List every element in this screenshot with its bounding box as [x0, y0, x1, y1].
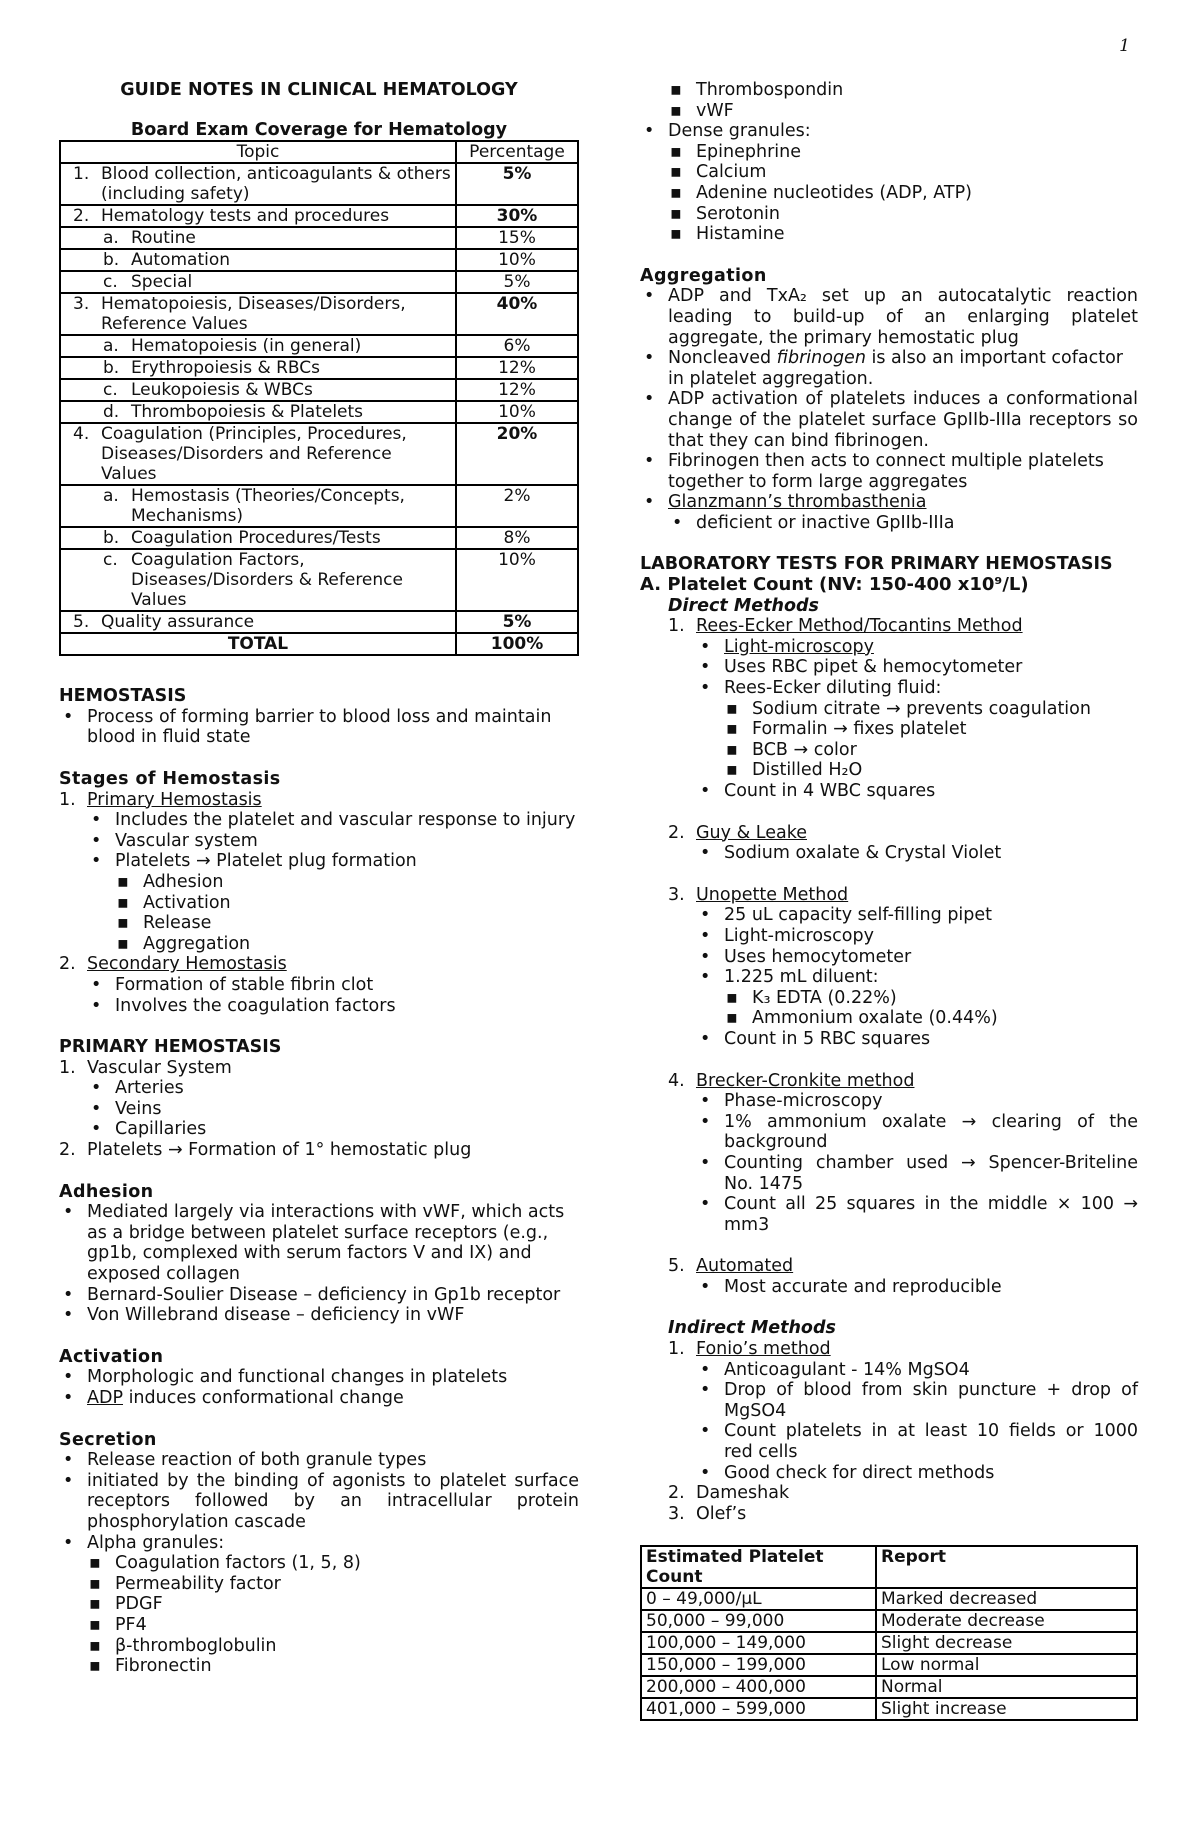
list-item: ▪ K₃ EDTA (0.22%): [724, 988, 1138, 1009]
table-row: [641, 1676, 1137, 1698]
list-item: ▪ PDGF: [87, 1594, 579, 1615]
coverage-topic-cell: 5. Quality assurance: [60, 611, 456, 633]
coverage-pct-cell: 10%: [456, 249, 578, 271]
table-row: [60, 293, 578, 335]
platelet-count-table: [640, 1545, 1138, 1721]
table-row: [60, 549, 578, 611]
table-row: [60, 379, 578, 401]
coverage-header-topic: Topic: [60, 141, 456, 163]
hemostasis-heading: HEMOSTASIS: [59, 686, 187, 707]
list-item: • ADP and TxA₂ set up an autocatalytic reaction leading to build-up of an enlarging platelet aggregate, the primary hemostatic plug: [640, 286, 1138, 348]
list-item: ▪ Adhesion: [115, 872, 579, 893]
table-row: [641, 1610, 1137, 1632]
list-item: • Glanzmann’s thrombasthenia: [640, 492, 1138, 513]
list-item: • 1% ammonium oxalate → clearing of the background: [696, 1112, 1138, 1153]
list-item: • Count in 5 RBC squares: [696, 1029, 1138, 1050]
coverage-pct-cell: 15%: [456, 227, 578, 249]
coverage-topic-cell: b. Erythropoiesis & RBCs: [60, 357, 456, 379]
platelet-report-cell: Slight increase: [876, 1698, 1137, 1720]
table-row: [60, 163, 578, 205]
table-row: [60, 271, 578, 293]
list-item: ▪ Serotonin: [668, 204, 1138, 225]
hemostasis-definition: • Process of forming barrier to blood loss and maintain blood in fluid state: [59, 707, 579, 748]
stage-primary: 1. Primary Hemostasis: [59, 789, 262, 810]
list-item: • Good check for direct methods: [696, 1463, 1138, 1484]
platelet-count-cell: 0 – 49,000/µL: [641, 1588, 876, 1610]
coverage-topic-cell: 1. Blood collection, anticoagulants & others (including safety): [60, 163, 456, 205]
list-item: • Light-microscopy: [696, 926, 1138, 947]
table-row: [60, 335, 578, 357]
list-item: • Most accurate and reproducible: [696, 1277, 1138, 1298]
list-item: • Includes the platelet and vascular response to injury: [87, 810, 579, 831]
platelet-count-cell: 401,000 – 599,000: [641, 1698, 876, 1720]
method-fonio: 1. Fonio’s method: [668, 1339, 831, 1360]
platelet-count-heading: A. Platelet Count (NV: 150-400 x10⁹/L): [640, 574, 1029, 596]
list-item: ▪ Formalin → fixes platelet: [724, 719, 1138, 740]
platelet-table-header: [641, 1546, 1137, 1588]
table-row: [60, 423, 578, 485]
coverage-pct-cell: 12%: [456, 379, 578, 401]
list-item: • Capillaries: [87, 1119, 579, 1140]
coverage-topic-cell: c. Special: [60, 271, 456, 293]
method-unopette: 3. Unopette Method: [668, 884, 849, 905]
table-row: [60, 249, 578, 271]
lab-tests-heading: LABORATORY TESTS FOR PRIMARY HEMOSTASIS: [640, 554, 1113, 575]
list-item: • Uses RBC pipet & hemocytometer: [696, 657, 1138, 678]
list-item: ▪ Ammonium oxalate (0.44%): [724, 1008, 1138, 1029]
list-item: • Count all 25 squares in the middle × 100 → mm3: [696, 1194, 1138, 1235]
coverage-title: Board Exam Coverage for Hematology: [130, 119, 508, 140]
coverage-header-row: [60, 141, 578, 163]
left-column: [59, 80, 579, 1677]
table-row: [60, 357, 578, 379]
list-item: • Light-microscopy: [696, 637, 1138, 658]
list-item: • ADP induces conformational change: [59, 1388, 579, 1409]
table-row: [641, 1588, 1137, 1610]
coverage-topic-cell: 3. Hematopoiesis, Diseases/Disorders, Reference Values: [60, 293, 456, 335]
coverage-topic-cell: a. Routine: [60, 227, 456, 249]
platelet-report-cell: Slight decrease: [876, 1632, 1137, 1654]
page-number: 1: [1119, 36, 1130, 56]
coverage-pct-cell: 40%: [456, 293, 578, 335]
list-item: • Veins: [87, 1099, 579, 1120]
coverage-topic-cell: 2. Hematology tests and procedures: [60, 205, 456, 227]
list-item: • Morphologic and functional changes in platelets: [59, 1367, 579, 1388]
list-item: ▪ PF4: [87, 1615, 579, 1636]
list-item: 2. Platelets → Formation of 1° hemostatic plug: [59, 1140, 472, 1161]
document-title: GUIDE NOTES IN CLINICAL HEMATOLOGY: [120, 80, 518, 100]
list-item: • initiated by the binding of agonists to platelet surface receptors followed by an intracellular protein phosphorylation cascade: [59, 1471, 579, 1533]
list-item: ▪ Calcium: [668, 162, 1138, 183]
coverage-topic-cell: a. Hematopoiesis (in general): [60, 335, 456, 357]
list-item: • 25 uL capacity self-filling pipet: [696, 905, 1138, 926]
list-item: • Arteries: [87, 1078, 579, 1099]
table-row: [641, 1654, 1137, 1676]
platelet-report-cell: Marked decreased: [876, 1588, 1137, 1610]
list-item: • Phase-microscopy: [696, 1091, 1138, 1112]
platelet-header-report: Report: [876, 1546, 1137, 1588]
list-item: ▪ Thrombospondin: [668, 80, 1138, 101]
coverage-pct-cell: 12%: [456, 357, 578, 379]
table-row: [60, 485, 578, 527]
list-item: • deficient or inactive GpIIb-IIIa: [668, 513, 1138, 534]
list-item: • Counting chamber used → Spencer-Briteline No. 1475: [696, 1153, 1138, 1194]
coverage-pct-cell: 5%: [456, 271, 578, 293]
list-item: ▪ Fibronectin: [87, 1656, 579, 1677]
indirect-methods-heading: Indirect Methods: [668, 1318, 836, 1339]
list-item: • Sodium oxalate & Crystal Violet: [696, 843, 1138, 864]
table-row: [641, 1632, 1137, 1654]
list-item: • Dense granules:: [640, 121, 1138, 142]
stage-secondary: 2. Secondary Hemostasis: [59, 954, 287, 975]
list-item: • Noncleaved fibrinogen is also an important cofactor in platelet aggregation.: [640, 348, 1138, 389]
list-item: • Bernard-Soulier Disease – deficiency in Gp1b receptor: [59, 1285, 579, 1306]
platelet-report-cell: Moderate decrease: [876, 1610, 1137, 1632]
stages-heading: Stages of Hemostasis: [59, 768, 281, 789]
platelet-report-cell: Normal: [876, 1676, 1137, 1698]
list-item: ▪ vWF: [668, 101, 1138, 122]
coverage-pct-cell: 8%: [456, 527, 578, 549]
list-item: ▪ Activation: [115, 893, 579, 914]
coverage-pct-cell: 5%: [456, 611, 578, 633]
coverage-pct-cell: 2%: [456, 485, 578, 527]
list-item: ▪ Permeability factor: [87, 1574, 579, 1595]
table-row: [60, 205, 578, 227]
list-item: • ADP activation of platelets induces a conformational change of the platelet surface GpIIb-IIIa receptors so that they can bind fibrinogen.: [640, 389, 1138, 451]
method-olef: 3. Olef’s: [668, 1503, 747, 1524]
list-item: • Count platelets in at least 10 fields or 1000 red cells: [696, 1421, 1138, 1462]
list-item: • Uses hemocytometer: [696, 947, 1138, 968]
right-column: [640, 80, 1138, 1721]
method-rees-ecker: 1. Rees-Ecker Method/Tocantins Method: [668, 616, 1023, 637]
coverage-pct-cell: 10%: [456, 549, 578, 611]
platelet-header-count: Estimated Platelet Count: [641, 1546, 876, 1588]
coverage-header-pct: Percentage: [456, 141, 578, 163]
coverage-pct-cell: 6%: [456, 335, 578, 357]
table-row: [60, 611, 578, 633]
list-item: ▪ Epinephrine: [668, 142, 1138, 163]
coverage-pct-cell: 5%: [456, 163, 578, 205]
coverage-pct-cell: 20%: [456, 423, 578, 485]
platelet-count-cell: 150,000 – 199,000: [641, 1654, 876, 1676]
coverage-topic-cell: b. Coagulation Procedures/Tests: [60, 527, 456, 549]
list-item: ▪ Aggregation: [115, 934, 579, 955]
method-dameshak: 2. Dameshak: [668, 1483, 790, 1504]
coverage-pct-cell: 10%: [456, 401, 578, 423]
coverage-topic-cell: c. Leukopoiesis & WBCs: [60, 379, 456, 401]
list-item: • Release reaction of both granule types: [59, 1450, 579, 1471]
list-item: ▪ BCB → color: [724, 740, 1138, 761]
primary-hemostasis-heading: PRIMARY HEMOSTASIS: [59, 1037, 282, 1058]
coverage-total-pct: 100%: [456, 633, 578, 655]
method-automated: 5. Automated: [668, 1256, 794, 1277]
table-row: [60, 227, 578, 249]
aggregation-heading: Aggregation: [640, 265, 767, 286]
list-item: • Mediated largely via interactions with vWF, which acts as a bridge between platelet surface receptors (e.g., gp1b, complexed with serum factors V and IX) and exposed collagen: [59, 1202, 579, 1284]
table-row: [60, 401, 578, 423]
platelet-count-cell: 100,000 – 149,000: [641, 1632, 876, 1654]
coverage-total-row: [60, 633, 578, 655]
list-item: • Formation of stable fibrin clot: [87, 975, 579, 996]
list-item: ▪ Sodium citrate → prevents coagulation: [724, 699, 1138, 720]
platelet-count-cell: 200,000 – 400,000: [641, 1676, 876, 1698]
list-item: • Drop of blood from skin puncture + drop of MgSO4: [696, 1380, 1138, 1421]
list-item: ▪ Coagulation factors (1, 5, 8): [87, 1553, 579, 1574]
list-item: • Rees-Ecker diluting fluid:: [696, 678, 1138, 699]
coverage-topic-cell: d. Thrombopoiesis & Platelets: [60, 401, 456, 423]
list-item: • Anticoagulant - 14% MgSO4: [696, 1360, 1138, 1381]
coverage-topic-cell: c. Coagulation Factors, Diseases/Disorders & Reference Values: [60, 549, 456, 611]
list-item: ▪ Distilled H₂O: [724, 760, 1138, 781]
coverage-pct-cell: 30%: [456, 205, 578, 227]
list-item: ▪ β-thromboglobulin: [87, 1636, 579, 1657]
table-row: [60, 527, 578, 549]
list-item: • 1.225 mL diluent:: [696, 967, 1138, 988]
list-item: ▪ Histamine: [668, 224, 1138, 245]
list-item: ▪ Release: [115, 913, 579, 934]
coverage-topic-cell: 4. Coagulation (Principles, Procedures, Diseases/Disorders and Reference Values: [60, 423, 456, 485]
secretion-heading: Secretion: [59, 1429, 157, 1450]
platelet-count-cell: 50,000 – 99,000: [641, 1610, 876, 1632]
list-item: • Vascular system: [87, 831, 579, 852]
platelet-report-cell: Low normal: [876, 1654, 1137, 1676]
list-item: • Involves the coagulation factors: [87, 996, 579, 1017]
table-row: [641, 1698, 1137, 1720]
coverage-topic-cell: b. Automation: [60, 249, 456, 271]
adhesion-heading: Adhesion: [59, 1181, 154, 1202]
list-item: • Fibrinogen then acts to connect multiple platelets together to form large aggregates: [640, 451, 1138, 492]
coverage-total-label: TOTAL: [60, 633, 456, 655]
list-item: ▪ Adenine nucleotides (ADP, ATP): [668, 183, 1138, 204]
list-item: 1. Vascular System: [59, 1057, 232, 1078]
method-guy-leake: 2. Guy & Leake: [668, 822, 807, 843]
coverage-topic-cell: a. Hemostasis (Theories/Concepts, Mechanisms): [60, 485, 456, 527]
list-item: • Alpha granules:: [59, 1533, 579, 1554]
list-item: • Count in 4 WBC squares: [696, 781, 1138, 802]
direct-methods-heading: Direct Methods: [668, 595, 819, 616]
method-brecker-cronkite: 4. Brecker-Cronkite method: [668, 1070, 915, 1091]
coverage-table: [59, 140, 579, 656]
activation-heading: Activation: [59, 1346, 164, 1367]
list-item: • Platelets → Platelet plug formation: [87, 851, 579, 872]
list-item: • Von Willebrand disease – deficiency in vWF: [59, 1305, 579, 1326]
